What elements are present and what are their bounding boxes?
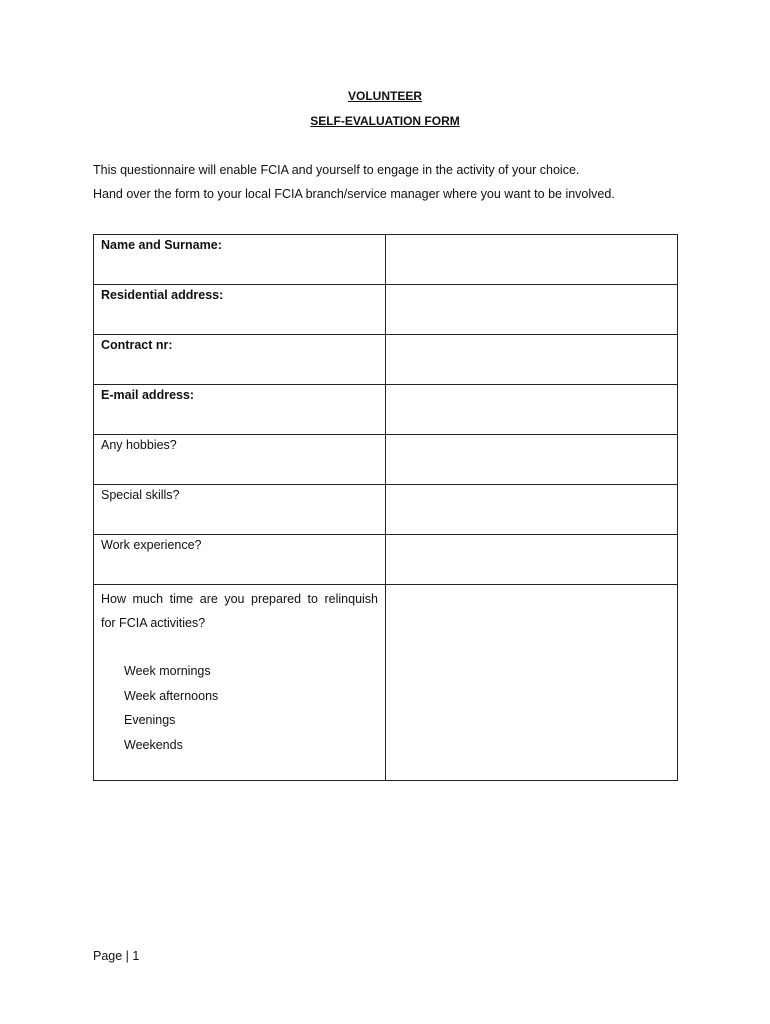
time-question-line-1: How much time are you prepared to relinquish	[101, 592, 378, 606]
label-cell	[94, 485, 386, 535]
form-row-hobbies	[94, 435, 678, 485]
hobbies-field[interactable]	[386, 435, 678, 485]
contract-field[interactable]	[386, 335, 678, 385]
address-label: Residential address:	[101, 288, 224, 302]
option-weekends[interactable]: Weekends	[124, 737, 183, 752]
time-question-line-2: for FCIA activities?	[101, 616, 206, 630]
name-field[interactable]	[386, 235, 678, 285]
email-label: E-mail address:	[101, 388, 195, 402]
form-row-email	[94, 385, 678, 435]
form-row-time	[94, 585, 678, 781]
email-field[interactable]	[386, 385, 678, 435]
label-cell	[94, 585, 386, 781]
form-row-experience	[94, 535, 678, 585]
contract-label: Contract nr:	[101, 338, 173, 352]
time-field[interactable]	[386, 585, 678, 781]
experience-label: Work experience?	[101, 538, 202, 552]
name-label: Name and Surname:	[101, 238, 222, 252]
skills-label: Special skills?	[101, 488, 180, 502]
form-title: VOLUNTEER	[347, 89, 422, 103]
option-week-afternoons[interactable]: Week afternoons	[124, 688, 219, 703]
form-row-name	[94, 235, 678, 285]
page-number: Page | 1	[93, 949, 140, 963]
label-cell	[94, 285, 386, 335]
form-row-address	[94, 285, 678, 335]
form-row-skills	[94, 485, 678, 535]
intro-line-1: This questionnaire will enable FCIA and yourself to engage in the activity of your choice.	[93, 163, 580, 177]
volunteer-form-table	[93, 234, 678, 781]
label-cell	[94, 235, 386, 285]
option-week-mornings[interactable]: Week mornings	[124, 664, 211, 678]
label-cell	[94, 435, 386, 485]
form-subtitle: SELF-EVALUATION FORM	[310, 114, 460, 128]
form-row-contract	[94, 335, 678, 385]
option-evenings[interactable]: Evenings	[124, 713, 176, 727]
address-field[interactable]	[386, 285, 678, 335]
intro-line-2: Hand over the form to your local FCIA branch/service manager where you want to be involved.	[93, 187, 615, 201]
skills-field[interactable]	[386, 485, 678, 535]
time-options	[101, 659, 378, 757]
label-cell	[94, 535, 386, 585]
label-cell	[94, 335, 386, 385]
experience-field[interactable]	[386, 535, 678, 585]
label-cell	[94, 385, 386, 435]
hobbies-label: Any hobbies?	[101, 438, 177, 452]
